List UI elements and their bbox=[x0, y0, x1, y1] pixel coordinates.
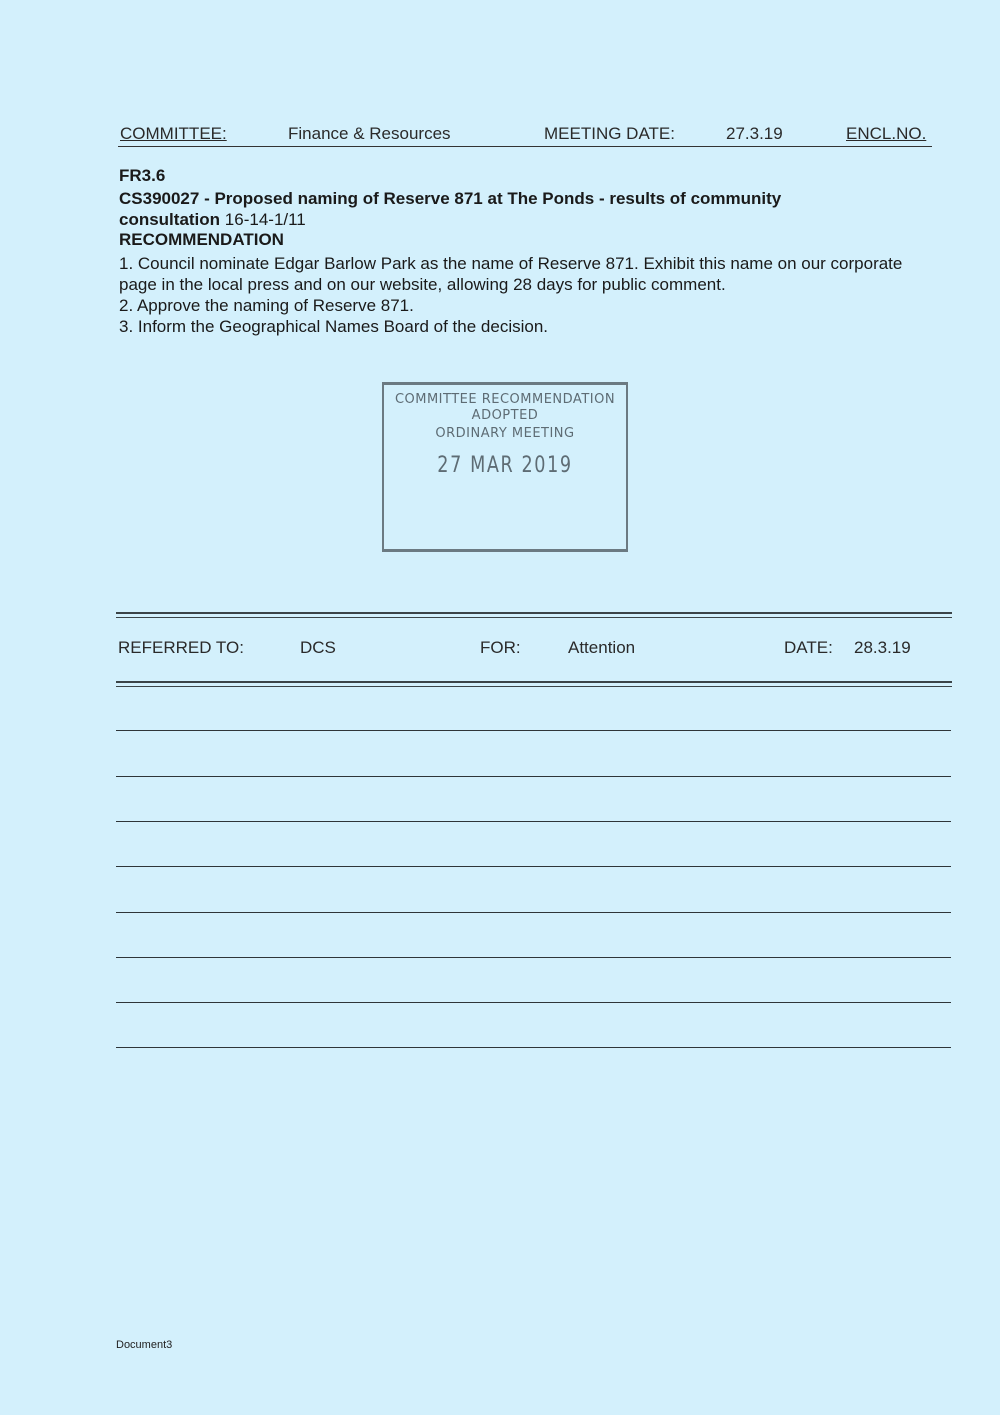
recommendation-item: 2. Approve the naming of Reserve 871. bbox=[119, 296, 414, 315]
divider-bottom bbox=[116, 681, 952, 687]
meeting-date-value: 27.3.19 bbox=[726, 124, 783, 143]
for-value: Attention bbox=[568, 638, 636, 657]
recommendation-item: 3. Inform the Geographical Names Board of the decision. bbox=[119, 317, 549, 336]
blank-line bbox=[116, 912, 951, 913]
date-label: DATE: bbox=[784, 638, 833, 657]
item-title-text: CS390027 - Proposed naming of Reserve 871 at The Ponds - results of community consultation bbox=[119, 189, 782, 229]
meeting-date-label: MEETING DATE: bbox=[544, 124, 675, 143]
blank-line bbox=[116, 1002, 951, 1003]
recommendation-list bbox=[119, 253, 909, 337]
item-number: FR3.6 bbox=[119, 166, 166, 185]
blank-line bbox=[116, 957, 951, 958]
recommendation-heading: RECOMMENDATION bbox=[119, 230, 284, 249]
blank-line bbox=[116, 776, 951, 777]
committee-value: Finance & Resources bbox=[288, 124, 451, 143]
committee-label: COMMITTEE: bbox=[120, 124, 227, 143]
item-title bbox=[119, 188, 859, 230]
divider-top bbox=[116, 612, 952, 618]
blank-line bbox=[116, 866, 951, 867]
stamp-line-1: COMMITTEE RECOMMENDATION bbox=[394, 392, 616, 407]
blank-line bbox=[116, 821, 951, 822]
for-label: FOR: bbox=[480, 638, 521, 657]
encl-no-label: ENCL.NO. bbox=[846, 124, 927, 143]
document-name: Document3 bbox=[116, 1339, 173, 1351]
recommendation-item: 1. Council nominate Edgar Barlow Park as the name of Reserve 871. Exhibit this name on our corporate page in the local press and on our website, allowing 28 days for public comment. bbox=[119, 254, 903, 294]
stamp-line-3: ORDINARY MEETING bbox=[435, 426, 575, 441]
adopted-stamp bbox=[382, 382, 628, 552]
stamp-line-2: ADOPTED bbox=[471, 408, 539, 423]
date-value: 28.3.19 bbox=[854, 638, 911, 657]
file-reference: 16-14-1/11 bbox=[224, 210, 306, 229]
committee-header bbox=[118, 122, 932, 147]
referred-to-label: REFERRED TO: bbox=[118, 638, 244, 657]
blank-line bbox=[116, 730, 951, 731]
referred-to-value: DCS bbox=[300, 638, 336, 657]
blank-line bbox=[116, 1047, 951, 1048]
stamp-date: 27 MAR 2019 bbox=[437, 453, 573, 478]
